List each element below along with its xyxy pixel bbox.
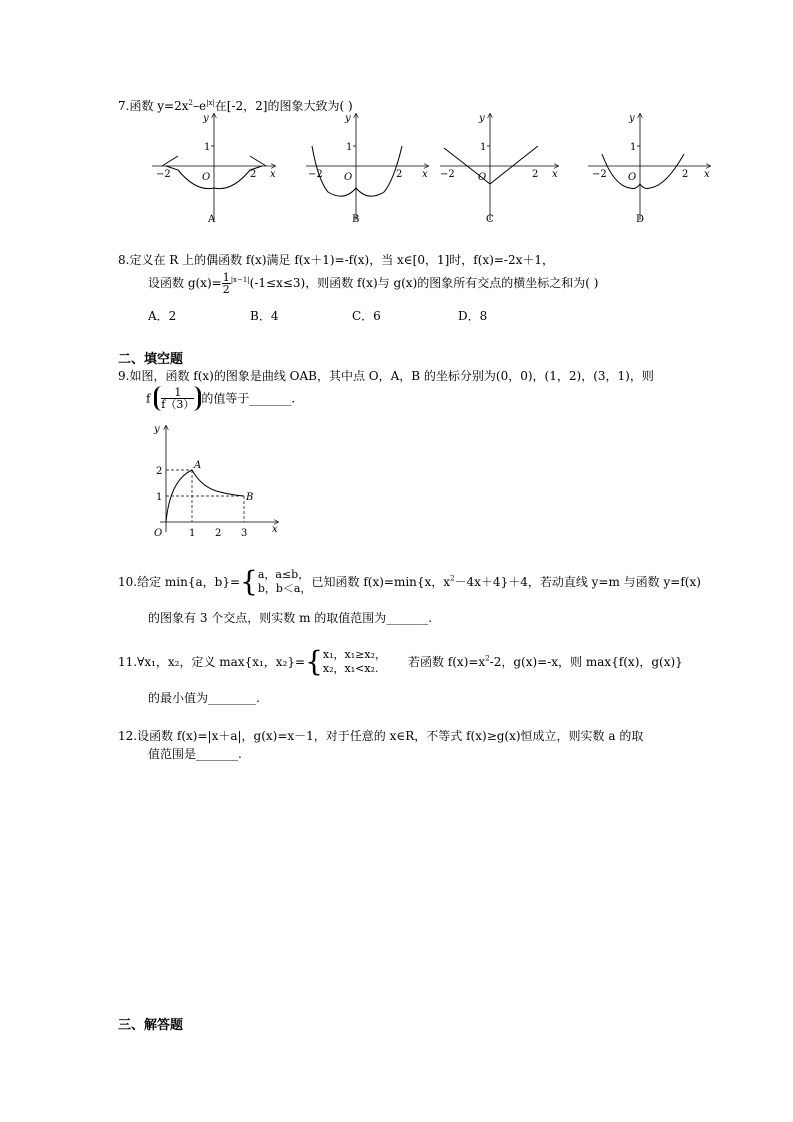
question-8-choice-a: A．2 bbox=[148, 309, 177, 323]
svg-text:O: O bbox=[478, 172, 487, 183]
x-tick-3: 3 bbox=[241, 528, 248, 539]
question-9-line2: f $\frac{1}{f(3)}$ 的值等于_______. bbox=[146, 386, 296, 411]
svg-text:−2: −2 bbox=[592, 169, 607, 180]
question-9-line1: 9.如图，函数 f(x)的图象是曲线 OAB，其中点 O，A，B 的坐标分别为(0，0)，(1，2)，(3，1)，则 bbox=[118, 369, 654, 383]
tick-one: 1 bbox=[204, 142, 211, 153]
x-tick-1: 1 bbox=[189, 528, 196, 539]
question-12-line1: 12.设函数 f(x)=|x＋a|，g(x)=x－1，对于任意的 x∈R，不等式 f(x)≥g(x)恒成立，则实数 a 的取 bbox=[118, 729, 644, 743]
option-label-d: D bbox=[636, 214, 645, 225]
svg-text:−2: −2 bbox=[440, 169, 455, 180]
svg-text:1: 1 bbox=[630, 142, 637, 153]
option-label-a: A bbox=[208, 214, 216, 225]
graph-option-a bbox=[152, 113, 276, 225]
fraction: $\frac{1}{2}$ bbox=[222, 271, 230, 296]
svg-text:y: y bbox=[629, 113, 635, 124]
y-tick-2: 2 bbox=[156, 466, 163, 477]
option-label-b: B bbox=[352, 214, 360, 225]
svg-text:O: O bbox=[628, 172, 637, 183]
svg-text:y: y bbox=[479, 113, 485, 124]
svg-text:2: 2 bbox=[682, 169, 689, 180]
svg-text:−2: −2 bbox=[308, 169, 323, 180]
graph-option-c bbox=[440, 113, 558, 225]
question-8-choice-c: C．6 bbox=[352, 309, 381, 323]
x-axis-label: x bbox=[270, 169, 276, 180]
question-10-line2: 的图象有 3 个交点，则实数 m 的取值范围为_______. bbox=[148, 611, 433, 625]
question-7-text: 7.函数 $y=2x^2-e^{|x|}$在[-2，2]的图象大致为( ) bbox=[118, 99, 353, 113]
question-8-line2: 设函数 g(x)= $\frac{1}{2}$ $^{|x-1|}$(-1≤x≤3)，则函数 f(x)与 g(x)的图象所有交点的横坐标之和为( ) bbox=[148, 271, 599, 296]
question-11-line1: 11.∀x₁，x₂，定义 max{x₁，x₂}={ x₁，x₁≥x₂， x₂，x₁<x₂. 若函数 $f(x)=x^2-2$，g(x)=-x，则 max{f(x)，g(x)} bbox=[118, 645, 683, 678]
question-9-graph bbox=[140, 420, 285, 545]
point-b-label: B bbox=[246, 492, 254, 503]
svg-text:1: 1 bbox=[346, 142, 353, 153]
svg-text:x: x bbox=[422, 169, 428, 180]
svg-text:x: x bbox=[704, 169, 710, 180]
option-label-c: C bbox=[486, 214, 494, 225]
section-heading-answer: 三、解答题 bbox=[118, 1018, 184, 1033]
question-8-choice-b: B．4 bbox=[250, 309, 279, 323]
svg-text:O: O bbox=[344, 172, 353, 183]
svg-text:2: 2 bbox=[396, 169, 403, 180]
y-tick-1: 1 bbox=[156, 492, 163, 503]
graph-option-d bbox=[588, 113, 710, 225]
graph-option-b bbox=[306, 113, 428, 225]
y-axis-label: y bbox=[203, 113, 209, 124]
question-8-line1: 8.定义在 R 上的偶函数 f(x)满足 f(x＋1)=-f(x)，当 x∈[0，1]时，f(x)=-2x＋1， bbox=[118, 253, 555, 267]
question-12-line2: 值范围是_______. bbox=[148, 747, 242, 761]
point-a-label: A bbox=[194, 460, 202, 471]
svg-text:2: 2 bbox=[532, 169, 539, 180]
y-axis-label: y bbox=[154, 424, 160, 435]
svg-text:x: x bbox=[552, 169, 558, 180]
svg-text:1: 1 bbox=[480, 142, 487, 153]
origin-label: O bbox=[202, 172, 211, 183]
section-heading-fill-in: 二、填空题 bbox=[118, 352, 184, 367]
question-8-choice-d: D．8 bbox=[458, 309, 488, 323]
x-tick-2: 2 bbox=[215, 528, 222, 539]
question-10-line1: 10.给定 min{a，b}={ a，a≤b， b，b＜a， 已知函数 f(x)=min{x，$x^2-4x+4\}+4$，若动直线 y=m 与函数 y=f(x) bbox=[118, 565, 701, 598]
svg-text:y: y bbox=[345, 113, 351, 124]
tick-neg-two: −2 bbox=[156, 169, 171, 180]
question-7-graphs bbox=[140, 110, 730, 230]
question-11-line2: 的最小值为________. bbox=[148, 691, 260, 705]
x-axis-label: x bbox=[272, 524, 278, 535]
origin-label: O bbox=[154, 528, 163, 539]
tick-two: 2 bbox=[250, 169, 257, 180]
